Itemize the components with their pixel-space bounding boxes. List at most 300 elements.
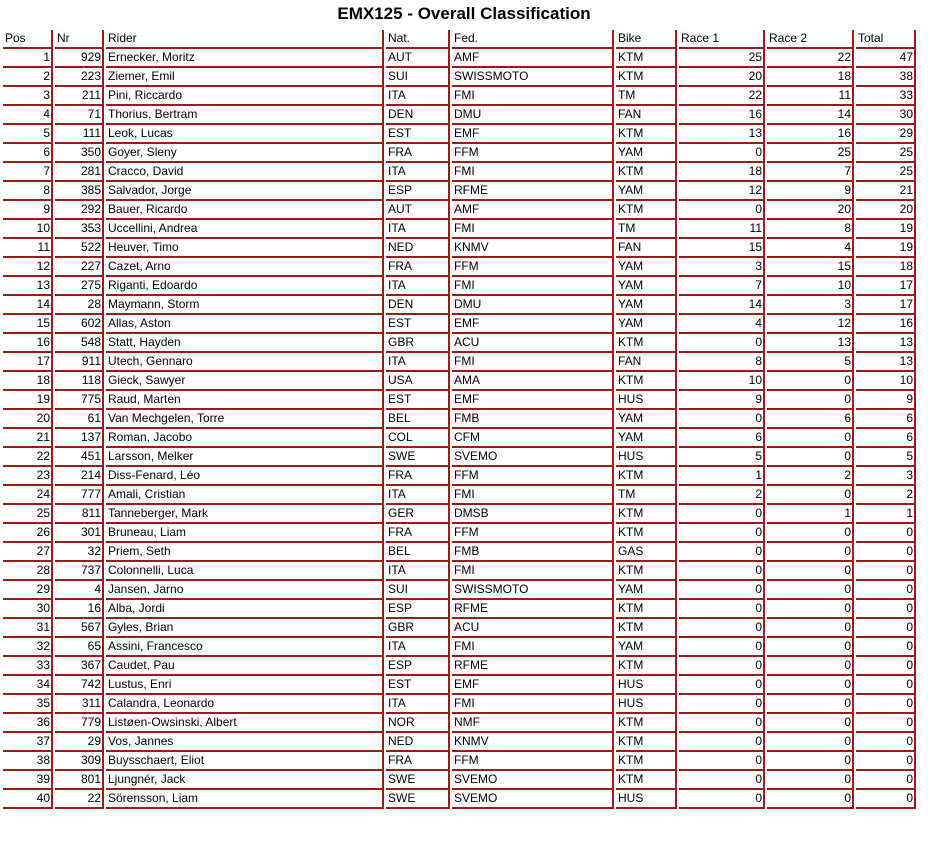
cell-nr: 311 bbox=[55, 695, 104, 714]
cell-race2: 2 bbox=[767, 467, 854, 486]
cell-race1: 15 bbox=[679, 239, 765, 258]
column-header-total: Total bbox=[856, 30, 916, 49]
cell-fed: DMSB bbox=[452, 505, 614, 524]
column-header-race2: Race 2 bbox=[767, 30, 854, 49]
cell-fed: FFM bbox=[452, 258, 614, 277]
table-row bbox=[3, 68, 916, 87]
cell-total: 38 bbox=[856, 68, 916, 87]
cell-race2: 14 bbox=[767, 106, 854, 125]
cell-nr: 801 bbox=[55, 771, 104, 790]
table-row bbox=[3, 467, 916, 486]
cell-rider: Pini, Riccardo bbox=[106, 87, 384, 106]
cell-fed: EMF bbox=[452, 676, 614, 695]
cell-race1: 0 bbox=[679, 144, 765, 163]
cell-rider: Uccellini, Andrea bbox=[106, 220, 384, 239]
cell-pos: 36 bbox=[3, 714, 53, 733]
cell-race1: 0 bbox=[679, 695, 765, 714]
classification-table bbox=[1, 30, 918, 809]
cell-nr: 111 bbox=[55, 125, 104, 144]
cell-race1: 0 bbox=[679, 543, 765, 562]
cell-race1: 4 bbox=[679, 315, 765, 334]
cell-rider: Goyer, Sleny bbox=[106, 144, 384, 163]
cell-bike: FAN bbox=[616, 353, 677, 372]
column-header-nat: Nat. bbox=[386, 30, 450, 49]
cell-nat: ITA bbox=[386, 87, 450, 106]
cell-pos: 14 bbox=[3, 296, 53, 315]
cell-bike: HUS bbox=[616, 448, 677, 467]
cell-bike: KTM bbox=[616, 657, 677, 676]
cell-fed: FMI bbox=[452, 353, 614, 372]
cell-pos: 21 bbox=[3, 429, 53, 448]
cell-nr: 29 bbox=[55, 733, 104, 752]
cell-nat: USA bbox=[386, 372, 450, 391]
cell-pos: 16 bbox=[3, 334, 53, 353]
table-row bbox=[3, 87, 916, 106]
cell-rider: Priem, Seth bbox=[106, 543, 384, 562]
table-row bbox=[3, 315, 916, 334]
cell-bike: KTM bbox=[616, 752, 677, 771]
cell-total: 0 bbox=[856, 638, 916, 657]
cell-race1: 0 bbox=[679, 657, 765, 676]
cell-race2: 0 bbox=[767, 790, 854, 809]
cell-fed: FMI bbox=[452, 277, 614, 296]
cell-nat: EST bbox=[386, 315, 450, 334]
cell-nr: 22 bbox=[55, 790, 104, 809]
cell-race1: 8 bbox=[679, 353, 765, 372]
cell-nr: 737 bbox=[55, 562, 104, 581]
table-row bbox=[3, 733, 916, 752]
cell-race1: 0 bbox=[679, 524, 765, 543]
cell-pos: 33 bbox=[3, 657, 53, 676]
cell-rider: Utech, Gennaro bbox=[106, 353, 384, 372]
cell-total: 29 bbox=[856, 125, 916, 144]
cell-nat: ITA bbox=[386, 220, 450, 239]
table-row bbox=[3, 334, 916, 353]
cell-fed: SVEMO bbox=[452, 448, 614, 467]
table-row bbox=[3, 239, 916, 258]
cell-nat: SUI bbox=[386, 581, 450, 600]
cell-nr: 353 bbox=[55, 220, 104, 239]
cell-fed: FMI bbox=[452, 87, 614, 106]
cell-total: 0 bbox=[856, 581, 916, 600]
cell-nat: DEN bbox=[386, 296, 450, 315]
cell-nat: ITA bbox=[386, 163, 450, 182]
cell-total: 0 bbox=[856, 562, 916, 581]
cell-race1: 14 bbox=[679, 296, 765, 315]
cell-bike: KTM bbox=[616, 125, 677, 144]
cell-total: 0 bbox=[856, 543, 916, 562]
cell-race2: 0 bbox=[767, 486, 854, 505]
cell-fed: FMI bbox=[452, 163, 614, 182]
cell-pos: 15 bbox=[3, 315, 53, 334]
cell-race1: 0 bbox=[679, 752, 765, 771]
cell-race1: 0 bbox=[679, 790, 765, 809]
cell-total: 33 bbox=[856, 87, 916, 106]
table-row bbox=[3, 676, 916, 695]
cell-total: 0 bbox=[856, 771, 916, 790]
cell-bike: KTM bbox=[616, 201, 677, 220]
cell-race2: 12 bbox=[767, 315, 854, 334]
cell-nr: 292 bbox=[55, 201, 104, 220]
cell-rider: Vos, Jannes bbox=[106, 733, 384, 752]
table-row bbox=[3, 543, 916, 562]
table-row bbox=[3, 125, 916, 144]
cell-pos: 4 bbox=[3, 106, 53, 125]
cell-fed: CFM bbox=[452, 429, 614, 448]
cell-bike: YAM bbox=[616, 315, 677, 334]
cell-pos: 31 bbox=[3, 619, 53, 638]
cell-total: 17 bbox=[856, 277, 916, 296]
cell-race2: 0 bbox=[767, 676, 854, 695]
cell-fed: ACU bbox=[452, 619, 614, 638]
cell-total: 0 bbox=[856, 657, 916, 676]
cell-nr: 28 bbox=[55, 296, 104, 315]
cell-nat: AUT bbox=[386, 201, 450, 220]
cell-pos: 39 bbox=[3, 771, 53, 790]
cell-bike: YAM bbox=[616, 638, 677, 657]
cell-total: 13 bbox=[856, 353, 916, 372]
cell-race2: 1 bbox=[767, 505, 854, 524]
cell-bike: KTM bbox=[616, 619, 677, 638]
cell-bike: HUS bbox=[616, 676, 677, 695]
cell-nat: EST bbox=[386, 391, 450, 410]
cell-pos: 32 bbox=[3, 638, 53, 657]
cell-nr: 779 bbox=[55, 714, 104, 733]
cell-race2: 0 bbox=[767, 524, 854, 543]
cell-pos: 10 bbox=[3, 220, 53, 239]
cell-total: 9 bbox=[856, 391, 916, 410]
cell-bike: FAN bbox=[616, 239, 677, 258]
table-row bbox=[3, 258, 916, 277]
cell-pos: 2 bbox=[3, 68, 53, 87]
cell-total: 6 bbox=[856, 429, 916, 448]
cell-race2: 10 bbox=[767, 277, 854, 296]
table-row bbox=[3, 714, 916, 733]
cell-race2: 0 bbox=[767, 600, 854, 619]
cell-bike: KTM bbox=[616, 68, 677, 87]
cell-race2: 0 bbox=[767, 733, 854, 752]
cell-race2: 0 bbox=[767, 771, 854, 790]
cell-rider: Tanneberger, Mark bbox=[106, 505, 384, 524]
cell-nr: 451 bbox=[55, 448, 104, 467]
cell-fed: FMI bbox=[452, 220, 614, 239]
cell-nr: 385 bbox=[55, 182, 104, 201]
cell-race2: 0 bbox=[767, 638, 854, 657]
table-row bbox=[3, 752, 916, 771]
cell-bike: TM bbox=[616, 87, 677, 106]
cell-race2: 11 bbox=[767, 87, 854, 106]
cell-pos: 18 bbox=[3, 372, 53, 391]
cell-rider: Lustus, Enri bbox=[106, 676, 384, 695]
cell-bike: KTM bbox=[616, 524, 677, 543]
table-row bbox=[3, 581, 916, 600]
cell-nr: 214 bbox=[55, 467, 104, 486]
cell-fed: SVEMO bbox=[452, 771, 614, 790]
cell-nr: 211 bbox=[55, 87, 104, 106]
cell-nr: 16 bbox=[55, 600, 104, 619]
table-row bbox=[3, 182, 916, 201]
cell-fed: RFME bbox=[452, 182, 614, 201]
cell-nr: 911 bbox=[55, 353, 104, 372]
cell-rider: Jansen, Jarno bbox=[106, 581, 384, 600]
cell-nat: ITA bbox=[386, 562, 450, 581]
cell-fed: NMF bbox=[452, 714, 614, 733]
cell-pos: 7 bbox=[3, 163, 53, 182]
table-row bbox=[3, 448, 916, 467]
cell-bike: KTM bbox=[616, 372, 677, 391]
cell-nat: GBR bbox=[386, 619, 450, 638]
cell-race2: 0 bbox=[767, 429, 854, 448]
table-row bbox=[3, 429, 916, 448]
cell-bike: YAM bbox=[616, 581, 677, 600]
cell-bike: YAM bbox=[616, 182, 677, 201]
cell-pos: 3 bbox=[3, 87, 53, 106]
cell-race2: 0 bbox=[767, 562, 854, 581]
cell-total: 0 bbox=[856, 600, 916, 619]
cell-bike: HUS bbox=[616, 695, 677, 714]
table-row bbox=[3, 505, 916, 524]
cell-race1: 13 bbox=[679, 125, 765, 144]
cell-nat: ITA bbox=[386, 353, 450, 372]
cell-pos: 5 bbox=[3, 125, 53, 144]
cell-bike: KTM bbox=[616, 714, 677, 733]
cell-race2: 15 bbox=[767, 258, 854, 277]
cell-bike: KTM bbox=[616, 505, 677, 524]
cell-total: 25 bbox=[856, 144, 916, 163]
cell-race1: 0 bbox=[679, 676, 765, 695]
cell-race2: 5 bbox=[767, 353, 854, 372]
cell-bike: HUS bbox=[616, 790, 677, 809]
cell-race2: 4 bbox=[767, 239, 854, 258]
cell-pos: 6 bbox=[3, 144, 53, 163]
cell-total: 25 bbox=[856, 163, 916, 182]
cell-race1: 0 bbox=[679, 581, 765, 600]
cell-pos: 26 bbox=[3, 524, 53, 543]
cell-race1: 20 bbox=[679, 68, 765, 87]
cell-nr: 811 bbox=[55, 505, 104, 524]
cell-rider: Cazet, Arno bbox=[106, 258, 384, 277]
cell-race2: 0 bbox=[767, 448, 854, 467]
cell-total: 20 bbox=[856, 201, 916, 220]
cell-bike: GAS bbox=[616, 543, 677, 562]
cell-nat: NED bbox=[386, 733, 450, 752]
cell-race2: 20 bbox=[767, 201, 854, 220]
cell-pos: 28 bbox=[3, 562, 53, 581]
cell-nr: 522 bbox=[55, 239, 104, 258]
cell-rider: Cracco, David bbox=[106, 163, 384, 182]
cell-bike: FAN bbox=[616, 106, 677, 125]
cell-nr: 137 bbox=[55, 429, 104, 448]
cell-bike: YAM bbox=[616, 429, 677, 448]
cell-fed: FMB bbox=[452, 410, 614, 429]
cell-bike: HUS bbox=[616, 391, 677, 410]
cell-pos: 19 bbox=[3, 391, 53, 410]
cell-pos: 17 bbox=[3, 353, 53, 372]
cell-nat: BEL bbox=[386, 543, 450, 562]
cell-nat: ITA bbox=[386, 486, 450, 505]
cell-rider: Colonnelli, Luca bbox=[106, 562, 384, 581]
cell-race2: 0 bbox=[767, 714, 854, 733]
cell-total: 16 bbox=[856, 315, 916, 334]
cell-total: 19 bbox=[856, 220, 916, 239]
cell-total: 5 bbox=[856, 448, 916, 467]
cell-race1: 0 bbox=[679, 505, 765, 524]
cell-race1: 9 bbox=[679, 391, 765, 410]
cell-race1: 2 bbox=[679, 486, 765, 505]
cell-rider: Statt, Hayden bbox=[106, 334, 384, 353]
cell-fed: AMA bbox=[452, 372, 614, 391]
cell-nat: FRA bbox=[386, 524, 450, 543]
cell-nr: 548 bbox=[55, 334, 104, 353]
cell-nat: FRA bbox=[386, 258, 450, 277]
cell-total: 0 bbox=[856, 790, 916, 809]
cell-rider: Roman, Jacobo bbox=[106, 429, 384, 448]
table-row bbox=[3, 201, 916, 220]
cell-rider: Heuver, Timo bbox=[106, 239, 384, 258]
table-row bbox=[3, 163, 916, 182]
cell-nat: EST bbox=[386, 125, 450, 144]
cell-rider: Maymann, Storm bbox=[106, 296, 384, 315]
cell-bike: YAM bbox=[616, 277, 677, 296]
cell-fed: FMI bbox=[452, 562, 614, 581]
cell-rider: Salvador, Jorge bbox=[106, 182, 384, 201]
cell-total: 17 bbox=[856, 296, 916, 315]
cell-nat: SWE bbox=[386, 448, 450, 467]
cell-nr: 275 bbox=[55, 277, 104, 296]
cell-total: 47 bbox=[856, 49, 916, 68]
cell-nr: 367 bbox=[55, 657, 104, 676]
cell-total: 21 bbox=[856, 182, 916, 201]
column-header-nr: Nr bbox=[55, 30, 104, 49]
cell-race1: 1 bbox=[679, 467, 765, 486]
cell-nr: 742 bbox=[55, 676, 104, 695]
cell-pos: 11 bbox=[3, 239, 53, 258]
page-title: EMX125 - Overall Classification bbox=[337, 4, 591, 23]
cell-rider: Assini, Francesco bbox=[106, 638, 384, 657]
cell-pos: 34 bbox=[3, 676, 53, 695]
cell-rider: Raud, Marten bbox=[106, 391, 384, 410]
cell-rider: Caudet, Pau bbox=[106, 657, 384, 676]
cell-total: 0 bbox=[856, 752, 916, 771]
cell-nr: 223 bbox=[55, 68, 104, 87]
cell-race1: 18 bbox=[679, 163, 765, 182]
cell-nat: SWE bbox=[386, 771, 450, 790]
cell-pos: 20 bbox=[3, 410, 53, 429]
cell-race1: 5 bbox=[679, 448, 765, 467]
cell-rider: Ziemer, Emil bbox=[106, 68, 384, 87]
cell-rider: Ljungnér, Jack bbox=[106, 771, 384, 790]
cell-rider: Leok, Lucas bbox=[106, 125, 384, 144]
cell-fed: FMI bbox=[452, 695, 614, 714]
cell-rider: Gieck, Sawyer bbox=[106, 372, 384, 391]
cell-nr: 4 bbox=[55, 581, 104, 600]
cell-pos: 25 bbox=[3, 505, 53, 524]
cell-total: 19 bbox=[856, 239, 916, 258]
cell-fed: SVEMO bbox=[452, 790, 614, 809]
cell-race1: 0 bbox=[679, 638, 765, 657]
cell-bike: KTM bbox=[616, 163, 677, 182]
cell-bike: KTM bbox=[616, 467, 677, 486]
cell-total: 0 bbox=[856, 676, 916, 695]
cell-bike: YAM bbox=[616, 410, 677, 429]
cell-race1: 0 bbox=[679, 334, 765, 353]
cell-bike: YAM bbox=[616, 296, 677, 315]
cell-rider: Van Mechgelen, Torre bbox=[106, 410, 384, 429]
cell-race2: 0 bbox=[767, 657, 854, 676]
cell-nr: 227 bbox=[55, 258, 104, 277]
cell-race1: 0 bbox=[679, 619, 765, 638]
table-row bbox=[3, 771, 916, 790]
column-header-race1: Race 1 bbox=[679, 30, 765, 49]
cell-race1: 10 bbox=[679, 372, 765, 391]
cell-bike: KTM bbox=[616, 334, 677, 353]
cell-race1: 12 bbox=[679, 182, 765, 201]
cell-pos: 27 bbox=[3, 543, 53, 562]
cell-rider: Allas, Aston bbox=[106, 315, 384, 334]
column-header-rider: Rider bbox=[106, 30, 384, 49]
cell-nr: 281 bbox=[55, 163, 104, 182]
table-header-row bbox=[3, 30, 916, 49]
cell-race1: 0 bbox=[679, 771, 765, 790]
cell-bike: KTM bbox=[616, 600, 677, 619]
cell-nr: 118 bbox=[55, 372, 104, 391]
cell-fed: FFM bbox=[452, 752, 614, 771]
cell-pos: 35 bbox=[3, 695, 53, 714]
table-row bbox=[3, 277, 916, 296]
cell-race1: 0 bbox=[679, 562, 765, 581]
cell-race2: 0 bbox=[767, 619, 854, 638]
cell-race1: 25 bbox=[679, 49, 765, 68]
cell-pos: 12 bbox=[3, 258, 53, 277]
table-row bbox=[3, 49, 916, 68]
cell-race1: 16 bbox=[679, 106, 765, 125]
cell-bike: YAM bbox=[616, 258, 677, 277]
cell-pos: 30 bbox=[3, 600, 53, 619]
table-row bbox=[3, 220, 916, 239]
cell-race2: 3 bbox=[767, 296, 854, 315]
cell-total: 0 bbox=[856, 714, 916, 733]
table-row bbox=[3, 695, 916, 714]
cell-race1: 3 bbox=[679, 258, 765, 277]
table-row bbox=[3, 410, 916, 429]
cell-fed: RFME bbox=[452, 657, 614, 676]
table-row bbox=[3, 296, 916, 315]
table-row bbox=[3, 353, 916, 372]
cell-bike: KTM bbox=[616, 733, 677, 752]
cell-total: 18 bbox=[856, 258, 916, 277]
cell-nat: ESP bbox=[386, 657, 450, 676]
cell-nat: ESP bbox=[386, 182, 450, 201]
cell-rider: Alba, Jordi bbox=[106, 600, 384, 619]
cell-fed: FMI bbox=[452, 486, 614, 505]
cell-nat: ITA bbox=[386, 695, 450, 714]
cell-race1: 22 bbox=[679, 87, 765, 106]
cell-total: 2 bbox=[856, 486, 916, 505]
cell-rider: Gyles, Brian bbox=[106, 619, 384, 638]
cell-total: 1 bbox=[856, 505, 916, 524]
cell-fed: FFM bbox=[452, 524, 614, 543]
cell-nr: 65 bbox=[55, 638, 104, 657]
cell-rider: Bauer, Ricardo bbox=[106, 201, 384, 220]
cell-nat: SUI bbox=[386, 68, 450, 87]
cell-rider: Buysschaert, Eliot bbox=[106, 752, 384, 771]
cell-nat: COL bbox=[386, 429, 450, 448]
cell-fed: EMF bbox=[452, 315, 614, 334]
cell-nr: 301 bbox=[55, 524, 104, 543]
cell-race1: 11 bbox=[679, 220, 765, 239]
cell-rider: Diss-Fenard, Léo bbox=[106, 467, 384, 486]
cell-race2: 0 bbox=[767, 695, 854, 714]
